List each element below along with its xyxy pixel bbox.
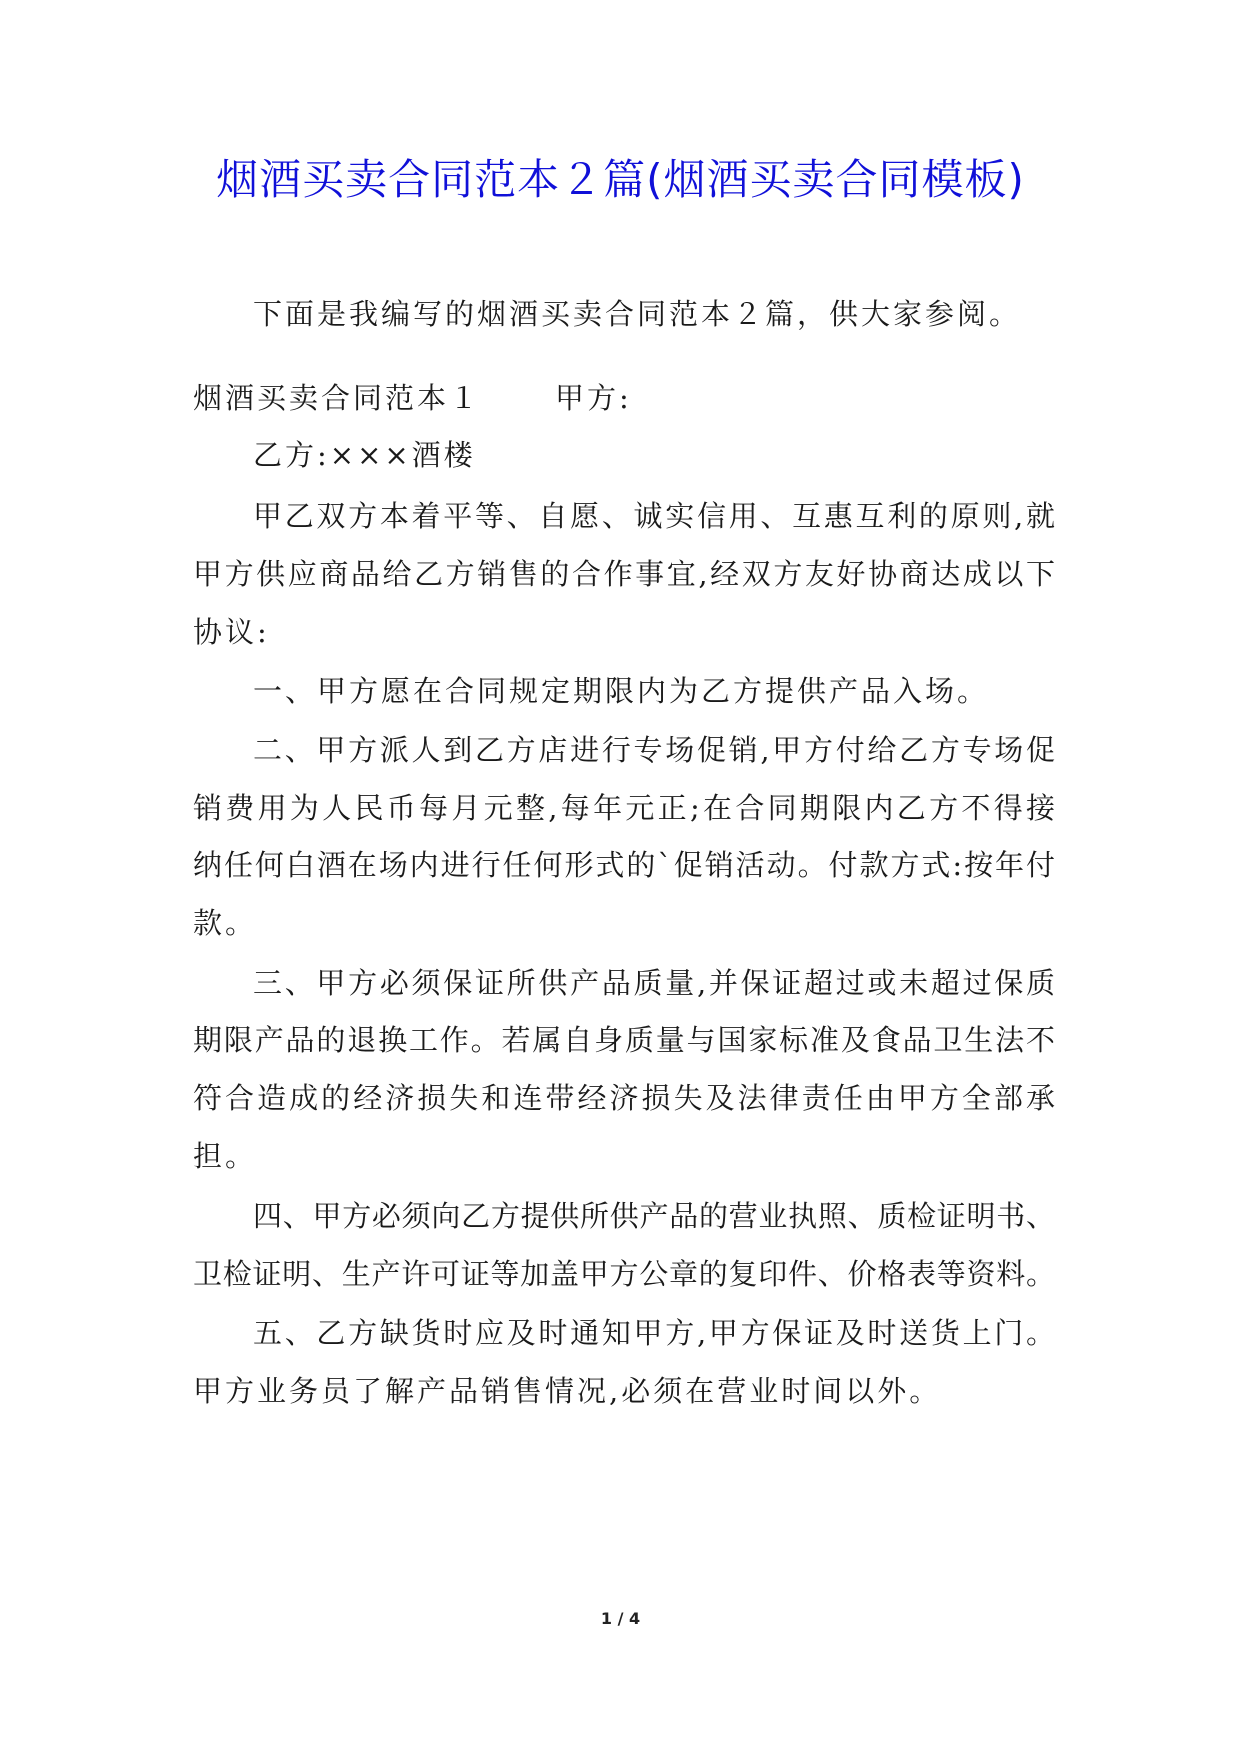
party-a-label: 甲方: (555, 381, 632, 415)
clause-two-line: 销费用为人民币每月元整,每年元正;在合同期限内乙方不得接 (193, 791, 1055, 825)
clause-three-line: 期限产品的退换工作。若属自身质量与国家标准及食品卫生法不 (193, 1023, 1055, 1057)
clause-three-line: 担。 (193, 1139, 258, 1173)
paragraph-line: 甲方供应商品给乙方销售的合作事宜,经双方友好协商达成以下 (193, 557, 1055, 591)
contract-heading-title: 烟酒买卖合同范本１ (193, 381, 482, 415)
contract-heading (193, 376, 1055, 420)
clause-four-line: 四、甲方必须向乙方提供所供产品的营业执照、质检证明书、 (253, 1199, 1055, 1233)
clause-two-line: 款。 (193, 906, 258, 940)
page-number: 1 / 4 (600, 1609, 641, 1628)
clause-two-line: 二、甲方派人到乙方店进行专场促销,甲方付给乙方专场促 (253, 733, 1055, 767)
intro-paragraph: 下面是我编写的烟酒买卖合同范本２篇，供大家参阅。 (253, 297, 1022, 331)
clause-one: 一、甲方愿在合同规定期限内为乙方提供产品入场。 (253, 674, 990, 708)
clause-five-line: 五、乙方缺货时应及时通知甲方,甲方保证及时送货上门。 (253, 1316, 1055, 1350)
document-title: 烟酒买卖合同范本２篇(烟酒买卖合同模板) (216, 155, 1025, 204)
party-b-line: 乙方:×××酒楼 (253, 438, 476, 472)
paragraph-line: 甲乙双方本着平等、自愿、诚实信用、互惠互利的原则,就 (253, 499, 1055, 533)
clause-three-line: 符合造成的经济损失和连带经济损失及法律责任由甲方全部承 (193, 1081, 1055, 1115)
clause-two-line: 纳任何白酒在场内进行任何形式的`促销活动。付款方式:按年付 (193, 848, 1055, 882)
clause-three-line: 三、甲方必须保证所供产品质量,并保证超过或未超过保质 (253, 966, 1055, 1000)
paragraph-line: 协议: (193, 615, 270, 649)
clause-four-line: 卫检证明、生产许可证等加盖甲方公章的复印件、价格表等资料。 (193, 1257, 1055, 1291)
clause-five-line: 甲方业务员了解产品销售情况,必须在营业时间以外。 (193, 1374, 942, 1408)
